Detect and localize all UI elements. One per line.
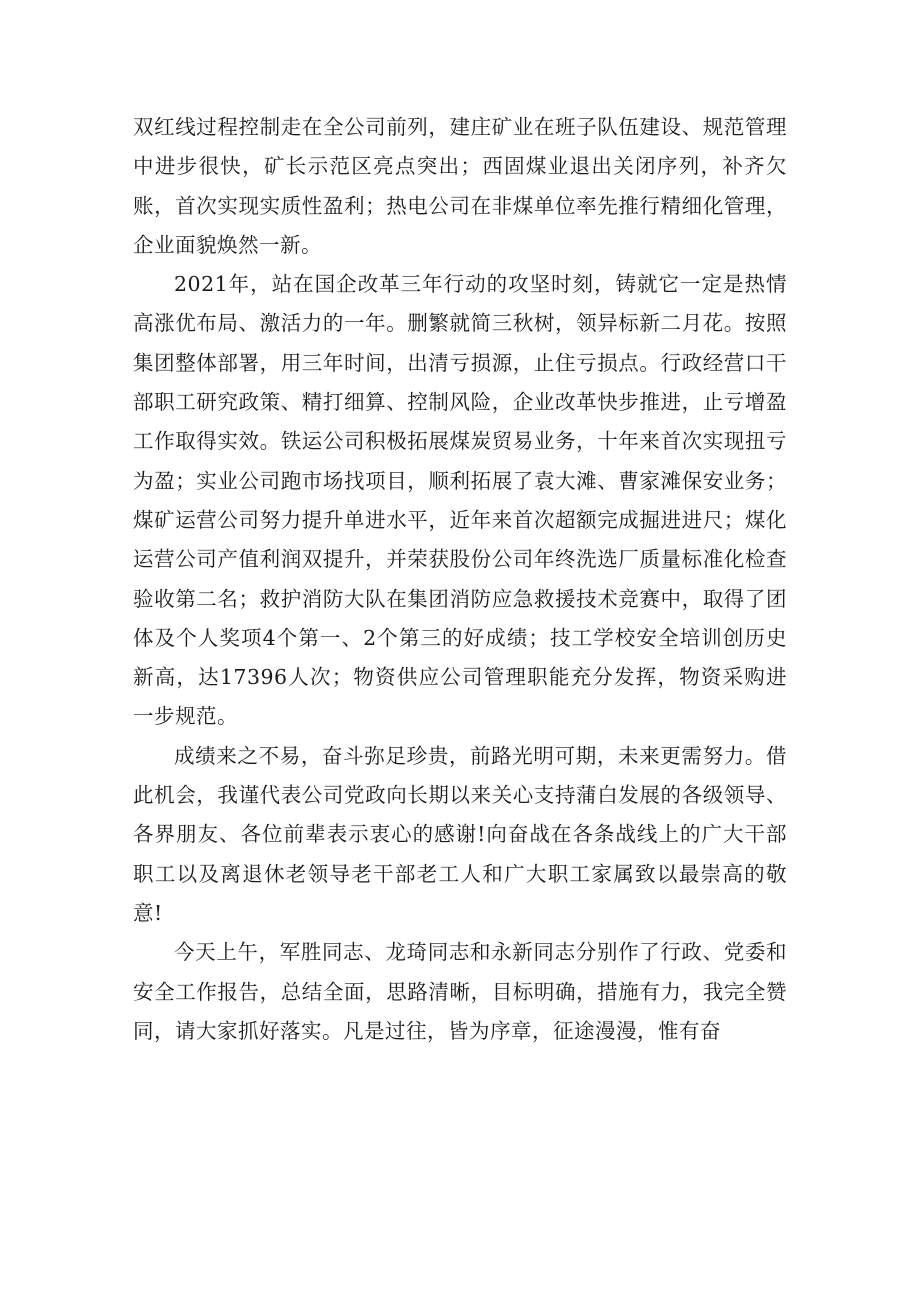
paragraph-2: 2021年，站在国企改革三年行动的攻坚时刻，铸就它一定是热情高涨优布局、激活力的一年。删繁就简三秋树，领异标新二月花。按照集团整体部署，用三年时间，出清亏损源，止住亏损点。行政经营口干部职工研究政策、精打细算、控制风险，企业改革快步推进，止亏增盈工作取得实效。铁运公司积极拓展煤炭贸易业务，十年来首次实现扭亏为盈；实业公司跑市场找项目，顺利拓展了袁大滩、曹家滩保安业务；煤矿运营公司努力提升单进水平，近年来首次超额完成掘进进尺；煤化运营公司产值利润双提升，并荣获股份公司年终洗选厂质量标准化检查验收第二名；救护消防大队在集团消防应急救援技术竞赛中，取得了团体及个人奖项4个第一、2个第三的好成绩；技工学校安全培训创历史新高，达17396人次；物资供应公司管理职能充分发挥，物资采购进一步规范。 — [133, 272, 787, 729]
document-body — [133, 108, 787, 1051]
paragraph-4: 今天上午，军胜同志、龙琦同志和永新同志分别作了行政、党委和安全工作报告，总结全面，思路清晰，目标明确，措施有力，我完全赞同，请大家抓好落实。凡是过往，皆为序章，征途漫漫，惟有奋 — [133, 940, 787, 1043]
paragraph-3: 成绩来之不易，奋斗弥足珍贵，前路光明可期，未来更需努力。借此机会，我谨代表公司党政向长期以来关心支持蒲白发展的各级领导、各界朋友、各位前辈表示衷心的感谢!向奋战在各条战线上的广大干部职工以及离退休老领导老干部老工人和广大职工家属致以最崇高的敬意! — [133, 743, 787, 925]
paragraph-1: 双红线过程控制走在全公司前列，建庄矿业在班子队伍建设、规范管理中进步很快，矿长示范区亮点突出；西固煤业退出关闭序列，补齐欠账，首次实现实质性盈利；热电公司在非煤单位率先推行精细化管理，企业面貌焕然一新。 — [133, 115, 787, 257]
